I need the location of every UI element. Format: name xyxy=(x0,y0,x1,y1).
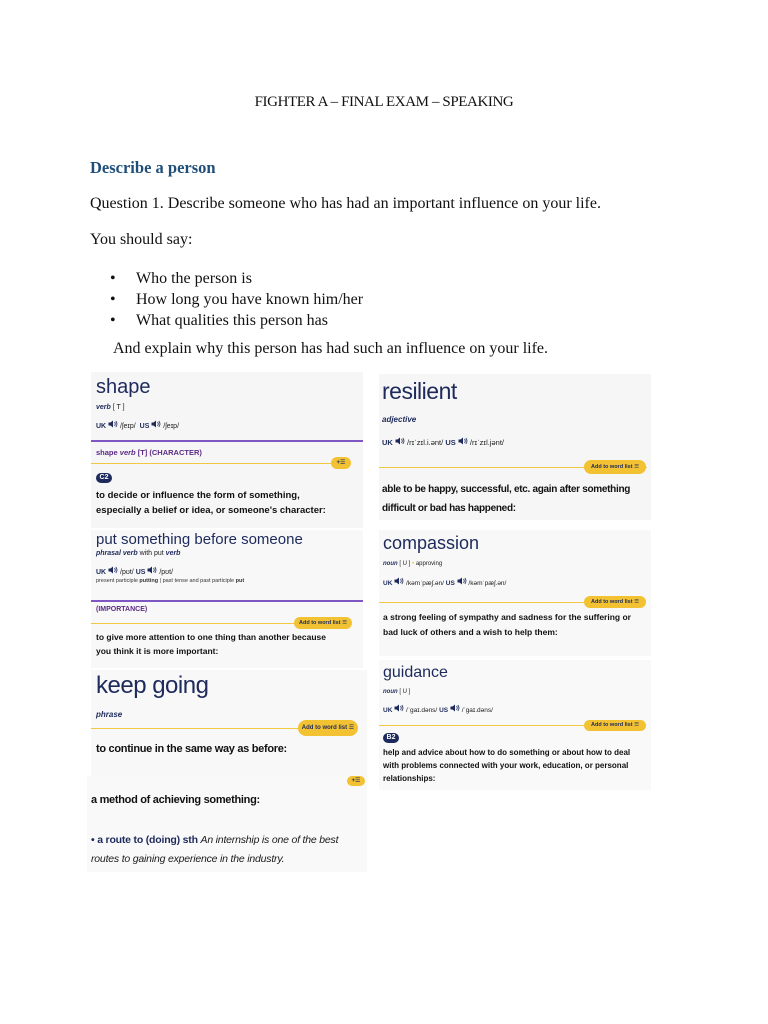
level-badge: C2 xyxy=(96,473,112,483)
speaker-icon[interactable] xyxy=(147,566,157,574)
part-of-speech: phrase xyxy=(96,710,123,719)
headword: put something before someone xyxy=(96,531,303,548)
bullet-icon: • xyxy=(110,291,116,308)
entry-put-before: put something before someone phrasal verb with put verb UK /pʊt/ US /pʊt/ present participle putting | past tense and past participle put (IMPORTANCE) Add to word list ☰ to give more attention to one thing than another because you think it is more important: xyxy=(91,530,363,668)
add-to-word-list-button[interactable]: Add to word list ☰ xyxy=(584,460,646,474)
part-of-speech: verb xyxy=(96,404,111,411)
pronunciation: UK /kəmˈpæʃ.ən/ US /kəmˈpæʃ.ən/ xyxy=(383,577,506,587)
question-text: Question 1. Describe someone who has had an important influence on your life. xyxy=(90,195,601,212)
speaker-icon[interactable] xyxy=(108,420,118,428)
list-icon: ☰ xyxy=(348,725,355,731)
entry-route xyxy=(87,776,367,872)
sense-tag: (IMPORTANCE) xyxy=(96,606,148,613)
speaker-icon[interactable] xyxy=(394,577,404,585)
speaker-icon[interactable] xyxy=(395,437,405,445)
entry-keep-going xyxy=(91,670,367,780)
entry-guidance: guidance noun [ U ] UK /ˈɡaɪ.dəns/ US /ˈɡaɪ.dəns/ Add to word list ☰ B2 help and advice about how to do something or about how to deal with problems connected with your work, education, or personal relationships: xyxy=(379,660,651,790)
divider xyxy=(91,440,363,442)
example: • a route to (doing) sth An internship is one of the best routes to gaining experience in the industry. xyxy=(91,834,339,865)
list-item: • Who the person is xyxy=(110,270,252,287)
speaker-icon[interactable] xyxy=(108,566,118,574)
speaker-icon[interactable] xyxy=(457,577,467,585)
headword: shape xyxy=(96,376,151,398)
inflections: present participle putting | past tense and past participle put xyxy=(96,578,245,584)
definition: to continue in the same way as before: xyxy=(96,743,287,755)
pronunciation: UK /rɪˈzɪl.i.ənt/ US /rɪˈzɪl.jənt/ xyxy=(382,438,505,447)
headword: keep going xyxy=(96,672,209,699)
pronunciation: UK /ʃeɪp/ US /ʃeɪp/ xyxy=(96,420,179,430)
level-badge: B2 xyxy=(383,733,399,743)
entry-shape: shape verb [ T ] UK /ʃeɪp/ US /ʃeɪp/ shape verb [T] (CHARACTER) +☰ C2 to decide or influence the form of something, especially a belief or idea, or someone's character: xyxy=(91,372,363,528)
add-to-word-list-button[interactable]: Add to word list ☰ xyxy=(584,596,646,608)
bullet-list xyxy=(110,268,363,331)
pronunciation: UK /ˈɡaɪ.dəns/ US /ˈɡaɪ.dəns/ xyxy=(383,704,493,714)
add-to-word-list-button[interactable] xyxy=(347,776,365,786)
definition: a strong feeling of sympathy and sadness for the suffering or bad luck of others and a wish to help them: xyxy=(383,612,631,637)
list-icon: ☰ xyxy=(342,620,348,626)
part-of-speech: adjective xyxy=(382,415,417,424)
section-heading: Describe a person xyxy=(90,158,216,177)
headword: guidance xyxy=(383,664,448,681)
closing-text: And explain why this person has had such an influence on your life. xyxy=(113,340,549,357)
list-icon: ☰ xyxy=(634,464,640,470)
add-to-word-list-button[interactable]: Add to word list ☰ xyxy=(298,720,358,736)
definition: a method of achieving something: xyxy=(91,794,260,806)
sense-line: shape verb [T] (CHARACTER) xyxy=(96,448,202,457)
usage-label: approving xyxy=(415,561,443,567)
list-item: • How long you have known him/her xyxy=(110,291,364,308)
pronunciation: UK /pʊt/ US /pʊt/ xyxy=(96,566,173,576)
speaker-icon[interactable] xyxy=(151,420,161,428)
speaker-icon[interactable] xyxy=(450,704,460,712)
entry-compassion: compassion noun [ U ] • approving UK /kəmˈpæʃ.ən/ US /kəmˈpæʃ.ən/ Add to word list ☰ a strong feeling of sympathy and sadness for the suffering or bad luck of others and a wish to help them: xyxy=(379,530,651,656)
divider xyxy=(91,463,349,464)
list-icon: ☰ xyxy=(634,722,640,728)
definition: help and advice about how to do something or about how to deal with problems connected with your work, education, or personal relationships: xyxy=(383,748,631,783)
entry-resilient xyxy=(379,374,651,520)
definition: to give more attention to one thing than another because you think it is more important: xyxy=(96,632,326,656)
add-to-word-list-button[interactable]: Add to word list ☰ xyxy=(584,720,646,731)
list-item: • What qualities this person has xyxy=(110,312,328,329)
list-icon: +☰ xyxy=(351,778,361,784)
speaker-icon[interactable] xyxy=(458,437,468,445)
headword: resilient xyxy=(382,378,457,404)
part-of-speech: phrasal verb xyxy=(96,550,138,557)
divider xyxy=(91,600,363,602)
speaker-icon[interactable] xyxy=(394,704,404,712)
list-icon: ☰ xyxy=(634,599,640,605)
prompt-text: You should say: xyxy=(90,231,193,248)
list-icon: +☰ xyxy=(336,460,346,466)
definition: to decide or influence the form of something, especially a belief or idea, or someone's character: xyxy=(96,490,326,516)
definition: able to be happy, successful, etc. again after something difficult or bad has happened: xyxy=(382,484,631,514)
document-title: FIGHTER A – FINAL EXAM – SPEAKING xyxy=(254,94,514,110)
bullet-icon: • xyxy=(110,312,116,329)
bullet-icon: • xyxy=(110,270,116,287)
add-to-word-list-button[interactable]: Add to word list ☰ xyxy=(294,617,352,629)
part-of-speech: noun xyxy=(383,689,398,695)
headword: compassion xyxy=(383,533,480,553)
add-to-word-list-button[interactable] xyxy=(331,457,351,469)
part-of-speech: noun xyxy=(383,561,398,567)
